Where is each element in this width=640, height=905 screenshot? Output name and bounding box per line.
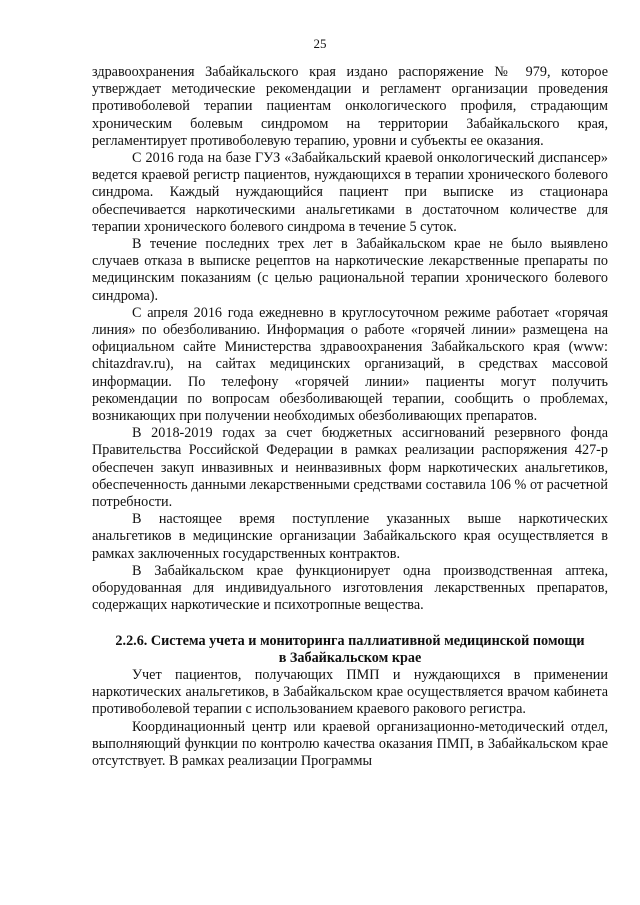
paragraph: В течение последних трех лет в Забайкальском крае не было выявлено случаев отказа в выписке рецептов на наркотические лекарственные препараты по медицинским показаниям (с целью рациональной терапии хронического болевого синдрома). — [92, 236, 608, 304]
paragraph: С апреля 2016 года ежедневно в круглосуточном режиме работает «горячая линия» по обезболиванию. Информация о работе «горячей линии» размещена на официальном сайте Министерства здравоохранения Забайкальского края (www: chitazdrav.ru), на сайтах медицинских организаций, в средствах массовой информации. По телефону «горячей линии» пациенты могут получить рекомендации по вопросам обезболивающей терапии, сообщить о проблемах, возникающих при получении необходимых обезболивающих препаратов. — [92, 304, 608, 425]
page-number: 25 — [313, 36, 327, 51]
section-heading: 2.2.6. Система учета и мониторинга паллиативной медицинской помощи в Забайкальском крае — [115, 632, 585, 666]
paragraph: В Забайкальском крае функционирует одна производственная аптека, оборудованная для индивидуального изготовления лекарственных препаратов, содержащих наркотические и психотропные вещества. — [92, 562, 608, 614]
paragraph: Координационный центр или краевой организационно-методический отдел, выполняющий функции по контролю качества оказания ПМП, в Забайкальском крае отсутствует. В рамках реализации Программы — [92, 718, 608, 769]
paragraph: С 2016 года на базе ГУЗ «Забайкальский краевой онкологический диспансер» ведется краевой регистр пациентов, нуждающихся в терапии хронического болевого синдрома. Каждый нуждающийся пациент при выписке из стационара обеспечивается наркотическими анальгетиками в достаточном количестве для терапии хронического болевого синдрома в течение 5 суток. — [92, 150, 608, 235]
paragraph: В 2018-2019 годах за счет бюджетных ассигнований резервного фонда Правительства Российской Федерации в рамках реализации распоряжения 427-р обеспечен закуп инвазивных и неинвазивных форм наркотических анальгетиков, обеспеченность данными лекарственными средствами составила 106 % от расчетной потребности. — [92, 425, 608, 511]
paragraph: В настоящее время поступление указанных выше наркотических анальгетиков в медицинские организации Забайкальского края осуществляется в рамках заключенных государственных контрактов. — [92, 511, 608, 562]
paragraph: Учет пациентов, получающих ПМП и нуждающихся в применении наркотических анальгетиков, в Забайкальском крае осуществляется врачом кабинета противоболевой терапии с использованием краевого ракового регистра. — [92, 666, 608, 718]
document-body — [92, 64, 608, 770]
paragraph: здравоохранения Забайкальского края издано распоряжение № 979, которое утверждает методические рекомендации и регламент организации проведения противоболевой терапии пациентам онкологического профиля, страдающим хроническим болевым синдромом на территории Забайкальского края, регламентирует противоболевую терапию, уровни и субъекты ее оказания. — [92, 64, 608, 149]
